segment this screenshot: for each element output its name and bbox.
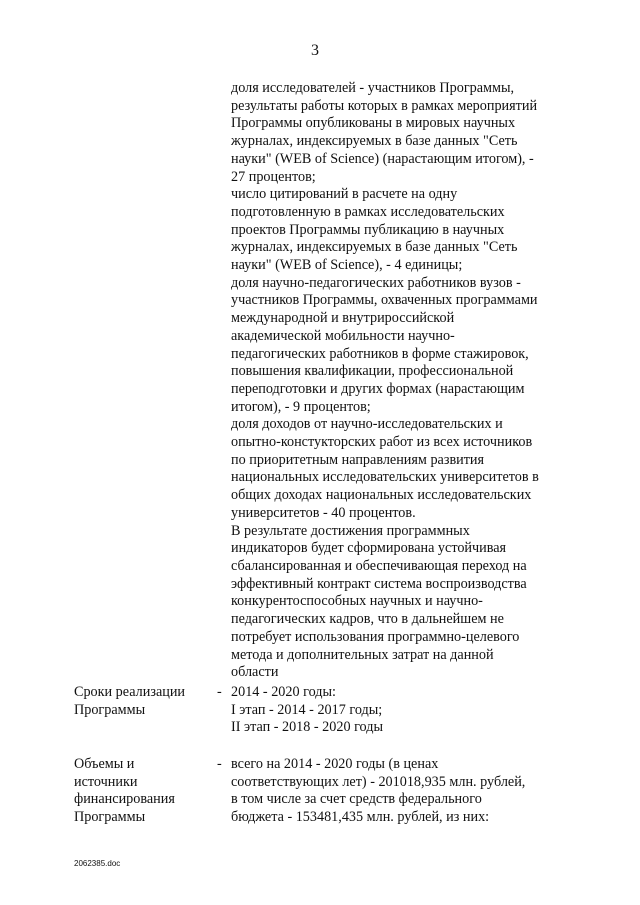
text-line: конкурентоспособных научных и научно- [231, 593, 483, 610]
terms-value [231, 684, 591, 737]
text-line: 27 процентов; [231, 168, 316, 185]
funding-label [74, 756, 214, 827]
text-line: В результате достижения программных [231, 522, 470, 539]
text-line: потребует использования программно-целевого [231, 628, 520, 645]
funding-value [231, 756, 591, 827]
text-line: проектов Программы публикацию в научных [231, 221, 505, 238]
text-line: сбалансированная и обеспечивающая переход на [231, 557, 527, 574]
funding-label-line: финансирования [74, 791, 175, 808]
text-line: науки" (WEB of Science) (нарастающим итогом), - [231, 150, 534, 167]
text-line: опытно-констукторских работ из всех источников [231, 434, 533, 451]
text-line: академической мобильности научно- [231, 327, 455, 344]
text-line: подготовленную в рамках исследовательских [231, 203, 505, 220]
text-line: национальных исследовательских университетов в [231, 469, 539, 486]
footer-filename: 2062385.doc [74, 859, 121, 868]
page-number: 3 [311, 42, 319, 59]
text-line: переподготовки и других формах (нарастающим [231, 380, 525, 397]
terms-value-line: 2014 - 2020 годы: [231, 684, 336, 700]
text-line: педагогических работников в форме стажировок, [231, 345, 529, 362]
funding-label-line: источники [74, 773, 138, 790]
funding-value-line: всего на 2014 - 2020 годы (в ценах [231, 756, 439, 772]
text-line: педагогических кадров, что в дальнейшем не [231, 611, 504, 628]
funding-label-line: Программы [74, 809, 146, 826]
text-line: доля доходов от научно-исследовательских и [231, 416, 503, 433]
text-line: области [231, 664, 279, 681]
terms-dash: - [217, 684, 222, 700]
terms-value-line: I этап - 2014 - 2017 годы; [231, 701, 383, 718]
terms-value-line: II этап - 2018 - 2020 годы [231, 719, 383, 736]
funding-value-line: бюджета - 153481,435 млн. рублей, из них: [231, 809, 490, 826]
text-line: индикаторов будет сформирована устойчивая [231, 540, 507, 557]
text-line: Программы опубликованы в мировых научных [231, 115, 516, 132]
text-line: участников Программы, охваченных программами [231, 292, 538, 309]
text-line: эффективный контракт система воспроизводства [231, 575, 527, 592]
text-line: науки" (WEB of Science), - 4 единицы; [231, 257, 463, 274]
text-line: метода и дополнительных затрат на данной [231, 646, 494, 663]
funding-value-line: в том числе за счет средств федерального [231, 791, 482, 808]
terms-label [74, 684, 214, 719]
terms-label-line: Программы [74, 701, 146, 718]
text-line: по приоритетным направлениям развития [231, 451, 485, 468]
text-line: журналах, индексируемых в базе данных "Сеть [231, 239, 518, 256]
text-line: журналах, индексируемых в базе данных "Сеть [231, 133, 518, 150]
text-line: результаты работы которых в рамках мероприятий [231, 97, 538, 114]
text-line: число цитирований в расчете на одну [231, 186, 458, 203]
text-line: повышения квалификации, профессиональной [231, 363, 514, 380]
terms-label-line: Сроки реализации [74, 684, 186, 700]
funding-label-line: Объемы и [74, 756, 135, 772]
text-line: университетов - 40 процентов. [231, 504, 416, 521]
main-text-block [231, 80, 591, 682]
funding-value-line: соответствующих лет) - 201018,935 млн. рублей, [231, 773, 526, 790]
funding-dash: - [217, 756, 222, 772]
text-line: доля исследователей - участников Программы, [231, 80, 515, 96]
text-line: общих доходах национальных исследовательских [231, 487, 532, 504]
text-line: итогом), - 9 процентов; [231, 398, 371, 415]
text-line: доля научно-педагогических работников вузов - [231, 274, 521, 291]
text-line: международной и внутрироссийской [231, 310, 455, 327]
